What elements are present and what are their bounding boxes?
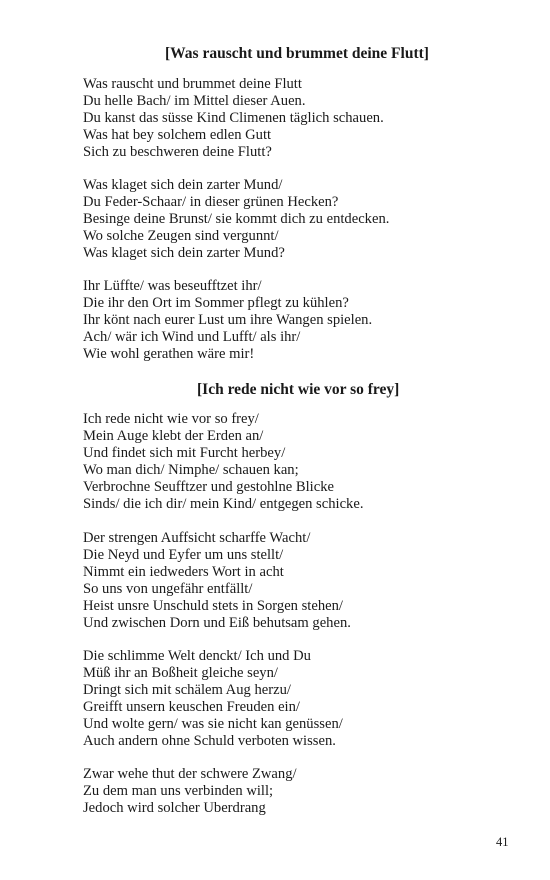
verse-line: Sinds/ die ich dir/ mein Kind/ entgegen schicke. <box>83 496 364 513</box>
verse-line: Besinge deine Brunst/ sie kommt dich zu entdecken. <box>83 211 390 228</box>
verse-line: Müß ihr an Boßheit gleiche seyn/ <box>83 665 278 682</box>
verse-line: Nimmt ein iedweders Wort in acht <box>83 564 284 581</box>
verse-line: Der strengen Auffsicht scharffe Wacht/ <box>83 530 311 546</box>
stanza <box>83 648 523 751</box>
verse-line: Heist unsre Unschuld stets in Sorgen stehen/ <box>83 598 343 615</box>
verse-line: Du helle Bach/ im Mittel dieser Auen. <box>83 93 306 110</box>
poem-title: [Was rauscht und brummet deine Flutt] <box>165 45 429 62</box>
verse-line: Ihr könt nach eurer Lust um ihre Wangen spielen. <box>83 312 373 329</box>
verse-line: Mein Auge klebt der Erden an/ <box>83 428 264 445</box>
verse-line: Die schlimme Welt denckt/ Ich und Du <box>83 648 311 664</box>
verse-line: Was hat bey solchem edlen Gutt <box>83 127 272 144</box>
verse-line: Wie wohl gerathen wäre mir! <box>83 346 255 363</box>
stanza <box>83 766 523 817</box>
verse-line: Zwar wehe thut der schwere Zwang/ <box>83 766 297 782</box>
verse-line: Du Feder-Schaar/ in dieser grünen Hecken? <box>83 194 339 211</box>
verse-line: Was klaget sich dein zarter Mund/ <box>83 177 283 193</box>
verse-line: Jedoch wird solcher Uberdrang <box>83 800 266 817</box>
verse-line: Und wolte gern/ was sie nicht kan genüssen/ <box>83 716 343 733</box>
verse-line: Ach/ wär ich Wind und Lufft/ als ihr/ <box>83 329 301 346</box>
verse-line: Ich rede nicht wie vor so frey/ <box>83 411 259 427</box>
verse-line: Was rauscht und brummet deine Flutt <box>83 76 302 92</box>
verse-line: Du kanst das süsse Kind Climenen täglich schauen. <box>83 110 384 127</box>
stanza <box>83 530 523 633</box>
verse-line: Wo man dich/ Nimphe/ schauen kan; <box>83 462 299 479</box>
poem-title: [Ich rede nicht wie vor so frey] <box>197 381 400 398</box>
stanza <box>83 177 523 262</box>
verse-line: Dringt sich mit schälem Aug herzu/ <box>83 682 291 699</box>
verse-line: Verbrochne Seufftzer und gestohlne Blicke <box>83 479 334 496</box>
verse-line: Und findet sich mit Furcht herbey/ <box>83 445 286 462</box>
stanza <box>83 278 523 363</box>
verse-line: Zu dem man uns verbinden will; <box>83 783 274 800</box>
stanza <box>83 76 523 161</box>
verse-line: Ihr Lüffte/ was beseufftzet ihr/ <box>83 278 262 294</box>
verse-line: Die Neyd und Eyfer um uns stellt/ <box>83 547 284 564</box>
verse-line: Sich zu beschweren deine Flutt? <box>83 144 272 161</box>
page-number: 41 <box>496 835 509 849</box>
verse-line: Auch andern ohne Schuld verboten wissen. <box>83 733 336 750</box>
verse-line: Und zwischen Dorn und Eiß behutsam gehen. <box>83 615 351 632</box>
verse-line: Wo solche Zeugen sind vergunnt/ <box>83 228 279 245</box>
verse-line: So uns von ungefähr entfällt/ <box>83 581 253 598</box>
stanza <box>83 411 523 514</box>
verse-line: Die ihr den Ort im Sommer pflegt zu kühlen? <box>83 295 349 312</box>
verse-line: Was klaget sich dein zarter Mund? <box>83 245 285 262</box>
verse-line: Greifft unsern keuschen Freuden ein/ <box>83 699 300 716</box>
